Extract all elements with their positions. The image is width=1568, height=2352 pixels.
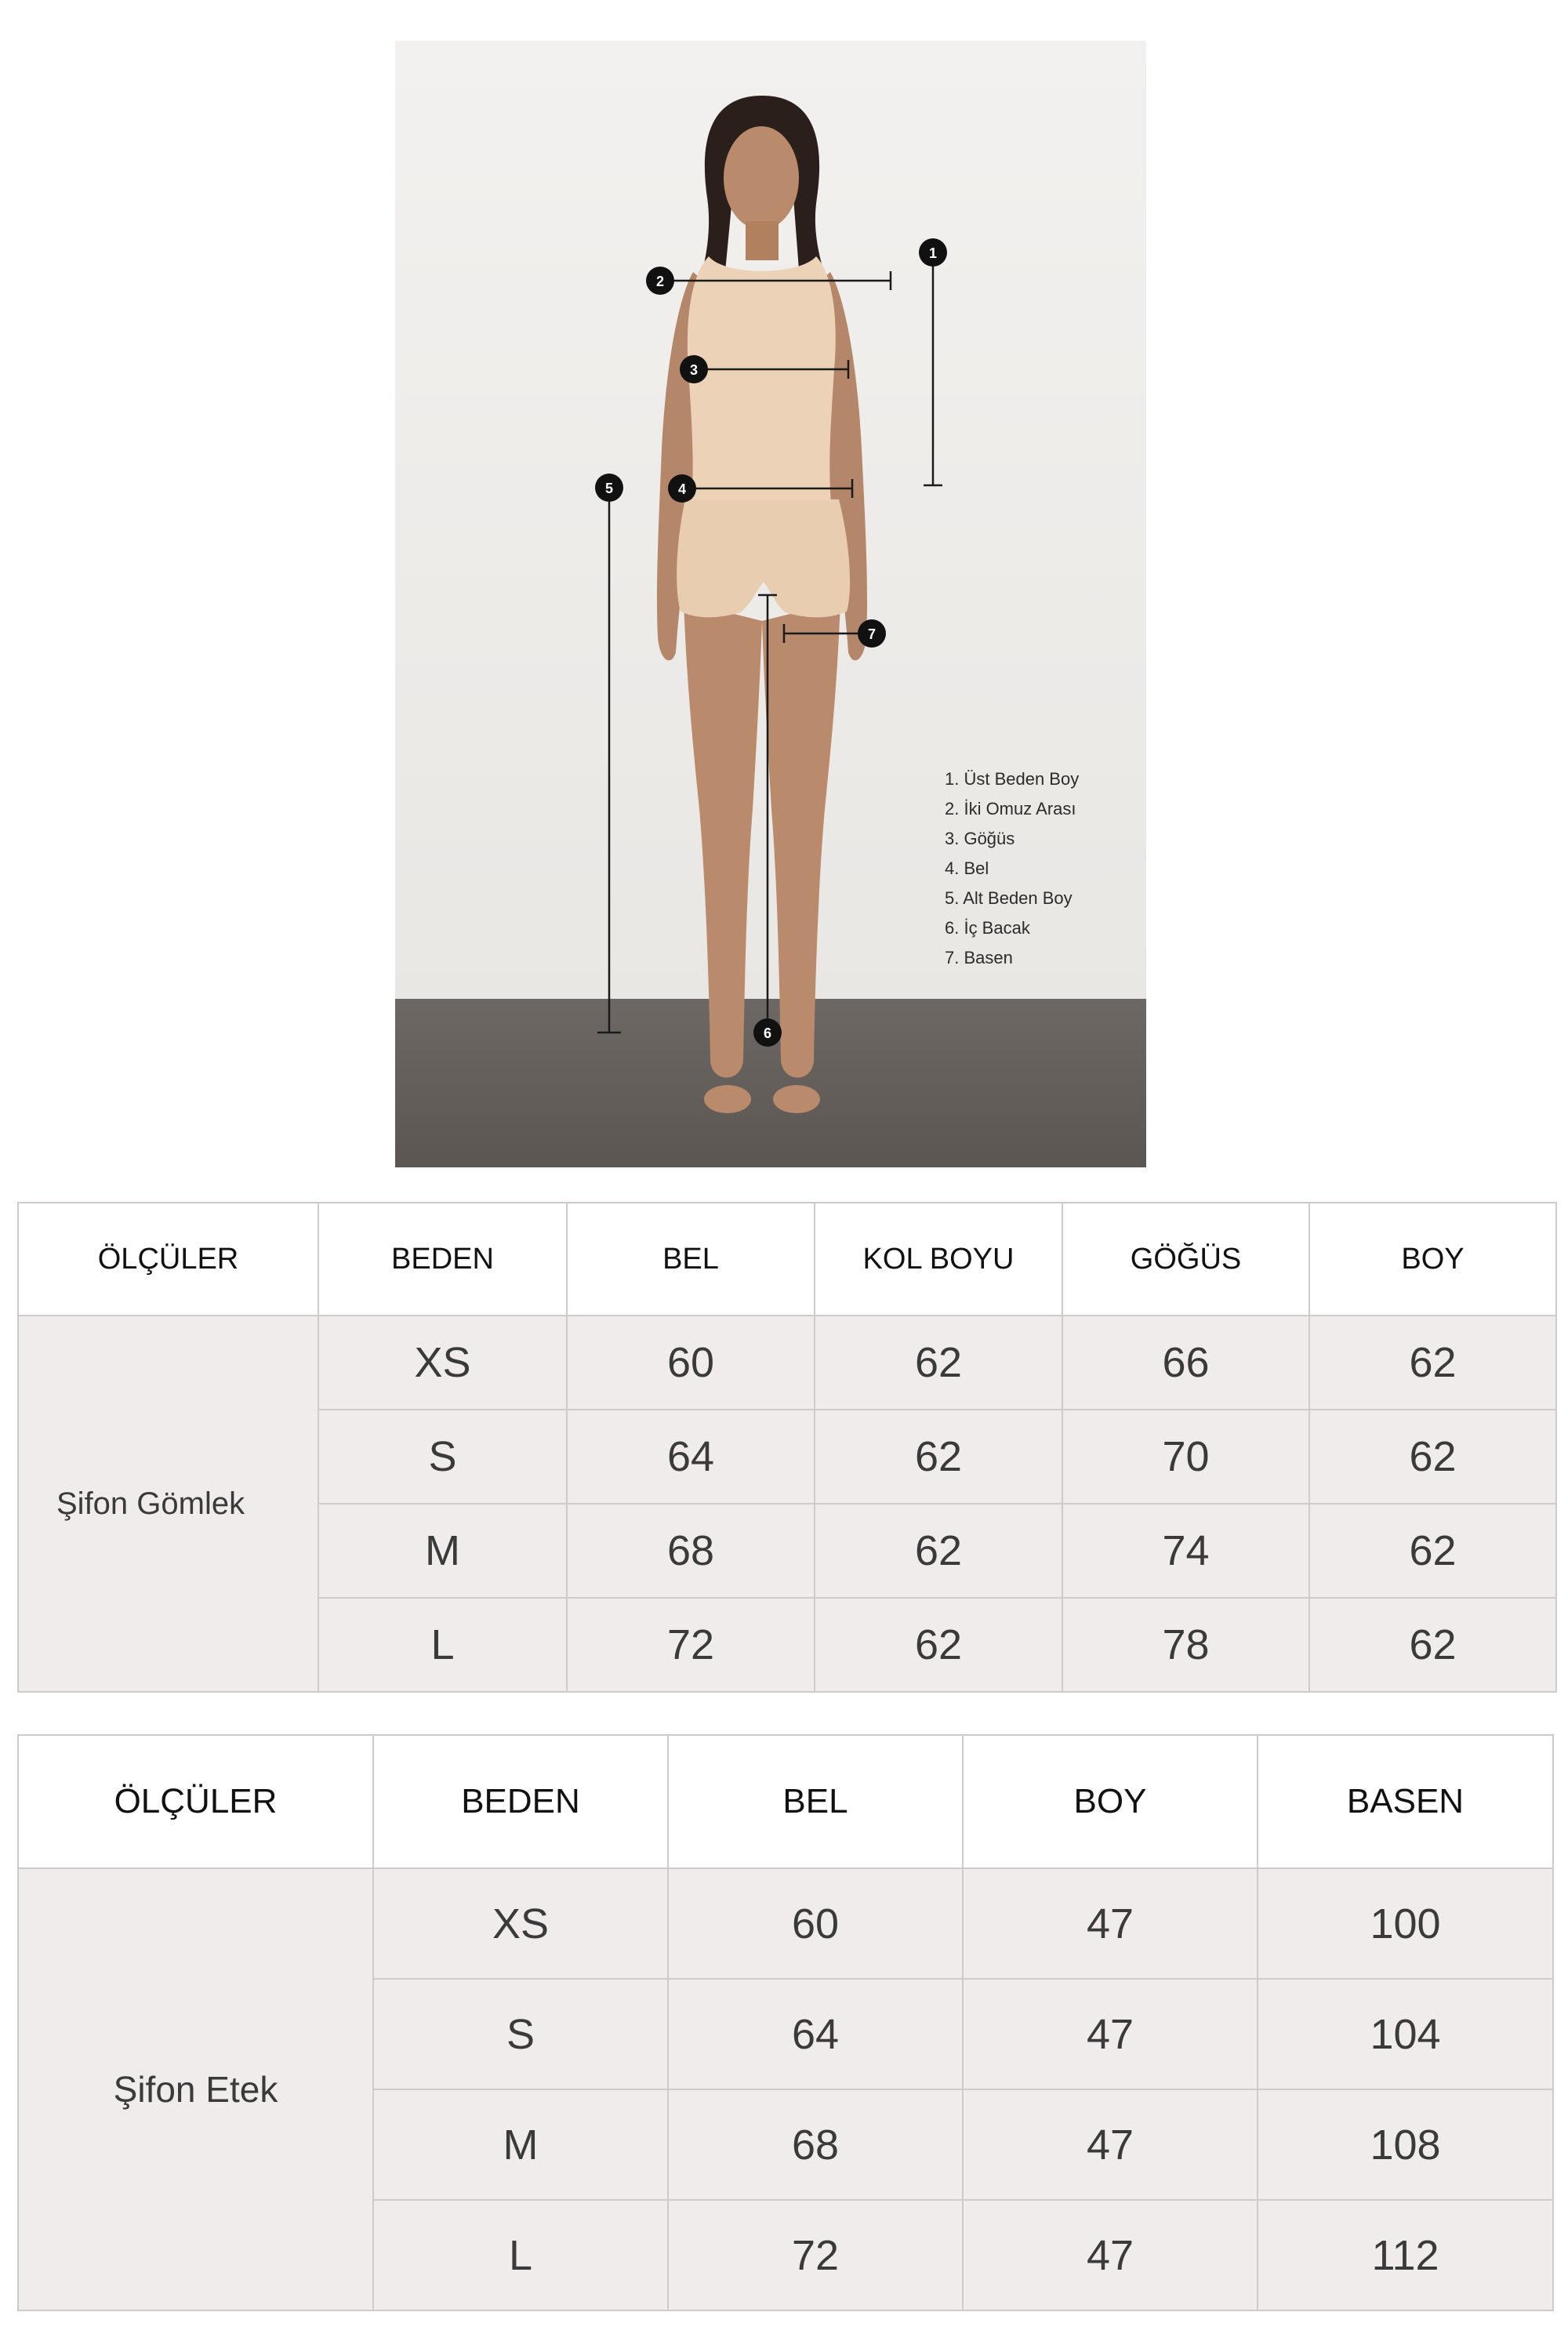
size-table-skirt xyxy=(17,1734,1554,2311)
column-header: GÖĞÜS xyxy=(1062,1203,1309,1316)
legend-item: 6. İç Bacak xyxy=(945,918,1030,938)
column-header: BEDEN xyxy=(373,1735,668,1868)
svg-text:4: 4 xyxy=(677,481,687,497)
table-cell: 62 xyxy=(815,1316,1062,1410)
size-cell: L xyxy=(318,1598,567,1692)
column-header: KOL BOYU xyxy=(815,1203,1062,1316)
size-cell: S xyxy=(318,1410,567,1504)
table-header-row xyxy=(18,1735,1553,1868)
marker-1 xyxy=(919,238,947,267)
column-header: BEL xyxy=(668,1735,963,1868)
product-name: Şifon Gömlek xyxy=(18,1316,318,1692)
legend-item: 3. Göğüs xyxy=(945,829,1015,848)
size-cell: S xyxy=(373,1979,668,2089)
table-cell: 70 xyxy=(1062,1410,1309,1504)
column-header: ÖLÇÜLER xyxy=(18,1203,318,1316)
table-cell: 64 xyxy=(668,1979,963,2089)
table-cell: 62 xyxy=(815,1410,1062,1504)
table-cell: 60 xyxy=(668,1868,963,1979)
table-cell: 47 xyxy=(963,2089,1258,2200)
table-cell: 64 xyxy=(567,1410,815,1504)
marker-6 xyxy=(753,1018,782,1047)
svg-text:6: 6 xyxy=(763,1025,772,1041)
marker-4 xyxy=(668,474,696,503)
legend-item: 5. Alt Beden Boy xyxy=(945,888,1073,908)
table-cell: 74 xyxy=(1062,1504,1309,1598)
svg-text:1: 1 xyxy=(928,245,938,261)
product-name: Şifon Etek xyxy=(18,1868,373,2310)
table-header-row xyxy=(18,1203,1556,1316)
table-cell: 112 xyxy=(1258,2200,1553,2310)
svg-text:7: 7 xyxy=(867,626,877,642)
column-header: ÖLÇÜLER xyxy=(18,1735,373,1868)
legend-item: 1. Üst Beden Boy xyxy=(945,769,1080,789)
legend-item: 4. Bel xyxy=(945,858,989,878)
table-cell: 68 xyxy=(668,2089,963,2200)
table-cell: 104 xyxy=(1258,1979,1553,2089)
table-cell: 100 xyxy=(1258,1868,1553,1979)
table-cell: 62 xyxy=(1309,1316,1556,1410)
legend-item: 2. İki Omuz Arası xyxy=(945,799,1076,818)
table-cell: 47 xyxy=(963,2200,1258,2310)
size-cell: M xyxy=(318,1504,567,1598)
table-cell: 72 xyxy=(567,1598,815,1692)
column-header: BEDEN xyxy=(318,1203,567,1316)
table-cell: 62 xyxy=(815,1504,1062,1598)
size-cell: XS xyxy=(373,1868,668,1979)
marker-2 xyxy=(646,267,674,295)
size-table-shirt xyxy=(17,1202,1557,1693)
svg-text:3: 3 xyxy=(689,362,699,378)
svg-text:5: 5 xyxy=(604,481,614,496)
table-cell: 72 xyxy=(668,2200,963,2310)
svg-text:2: 2 xyxy=(655,274,665,289)
table-cell: 78 xyxy=(1062,1598,1309,1692)
size-cell: L xyxy=(373,2200,668,2310)
measurement-legend xyxy=(945,764,1141,973)
table-cell: 62 xyxy=(815,1598,1062,1692)
table-row xyxy=(18,1868,1553,1979)
size-guide-photo xyxy=(395,41,1146,1167)
table-cell: 47 xyxy=(963,1979,1258,2089)
table-cell: 62 xyxy=(1309,1410,1556,1504)
table-cell: 47 xyxy=(963,1868,1258,1979)
table-cell: 62 xyxy=(1309,1504,1556,1598)
column-header: BASEN xyxy=(1258,1735,1553,1868)
column-header: BOY xyxy=(1309,1203,1556,1316)
table-row xyxy=(18,1316,1556,1410)
marker-3 xyxy=(680,355,708,383)
table-cell: 108 xyxy=(1258,2089,1553,2200)
table-cell: 60 xyxy=(567,1316,815,1410)
table-cell: 66 xyxy=(1062,1316,1309,1410)
size-cell: XS xyxy=(318,1316,567,1410)
column-header: BEL xyxy=(567,1203,815,1316)
column-header: BOY xyxy=(963,1735,1258,1868)
size-cell: M xyxy=(373,2089,668,2200)
table-cell: 68 xyxy=(567,1504,815,1598)
marker-7 xyxy=(858,619,886,648)
table-cell: 62 xyxy=(1309,1598,1556,1692)
legend-item: 7. Basen xyxy=(945,948,1013,967)
marker-5 xyxy=(595,474,623,502)
